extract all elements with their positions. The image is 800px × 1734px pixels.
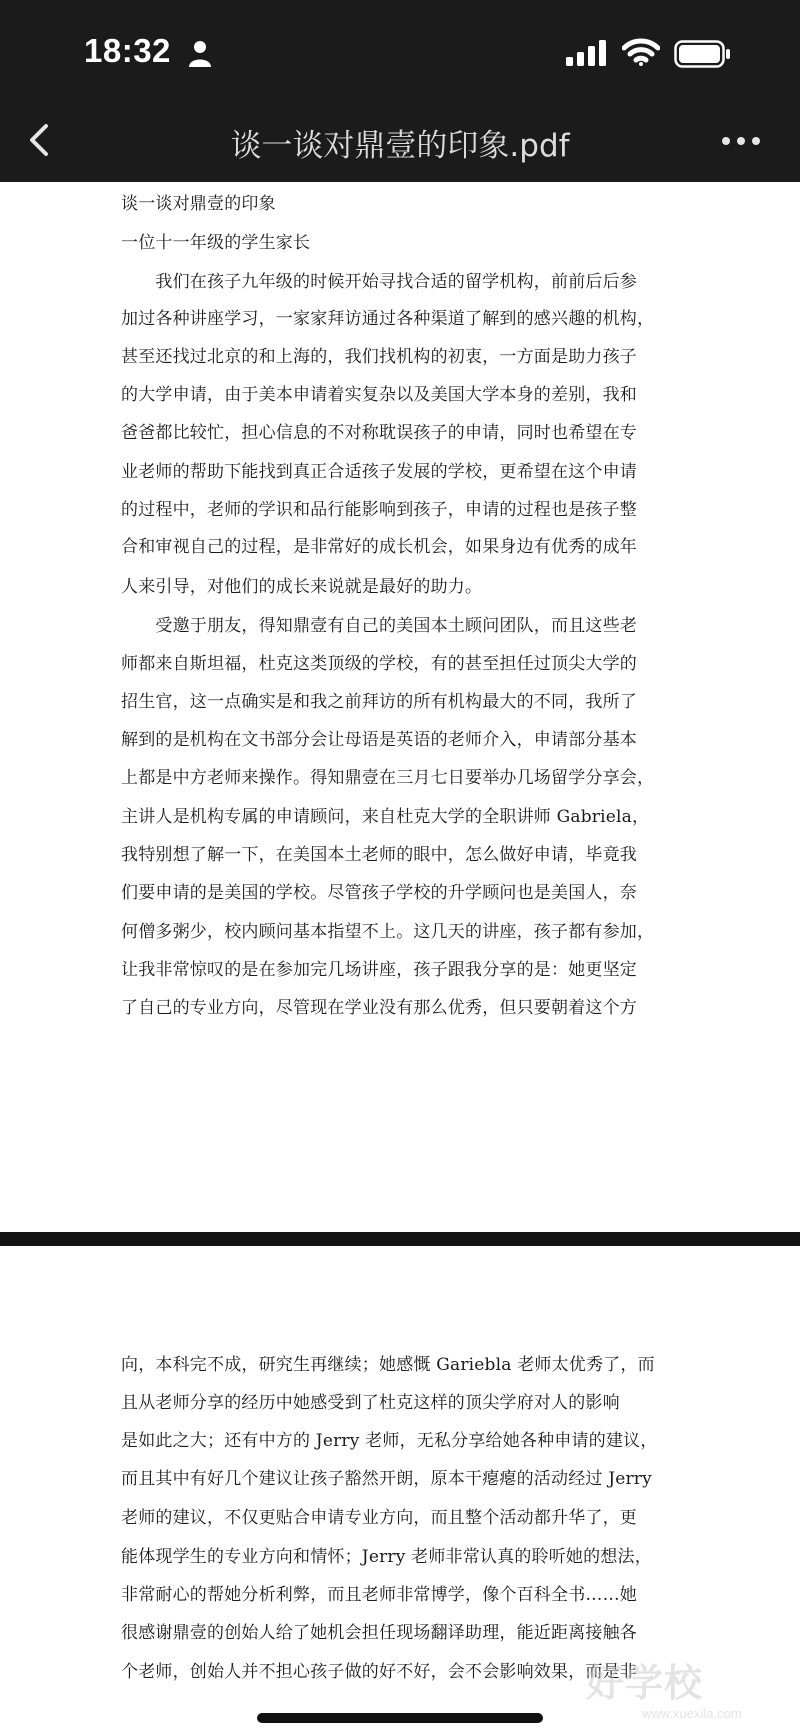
text-line: 而且其中有好几个建议让孩子豁然开朗，原本干瘪瘪的活动经过 Jerry [121,1469,652,1489]
text-line: 是如此之大；还有中方的 Jerry 老师，无私分享给她各种申请的建议， [121,1431,658,1451]
battery-icon [674,40,732,68]
text-line: 人来引导，对他们的成长来说就是最好的助力。 [121,577,483,597]
back-button[interactable] [20,118,60,162]
text-line: 招生官，这一点确实是和我之前拜访的所有机构最大的不同，我所了 [121,692,637,712]
more-dot-icon [737,137,745,145]
text-line: 我们在孩子九年级的时候开始寻找合适的留学机构，前前后后参 [121,272,637,292]
more-options-button[interactable] [722,126,774,156]
person-icon [188,40,212,68]
page-separator [0,1232,800,1246]
status-bar [0,0,800,100]
status-time: 18:32 [84,32,171,69]
text-line: 很感谢鼎壹的创始人给了她机会担任现场翻译助理，能近距离接触各 [121,1623,637,1643]
text-line: 的过程中，老师的学识和品行能影响到孩子，申请的过程也是孩子整 [121,500,637,520]
more-dot-icon [752,137,760,145]
text-line: 合和审视自己的过程，是非常好的成长机会，如果身边有优秀的成年 [121,537,637,557]
text-line: 且从老师分享的经历中她感受到了杜克这样的顶尖学府对人的影响 [121,1393,620,1413]
home-indicator[interactable] [257,1713,543,1723]
wifi-icon [622,38,660,66]
watermark-logo: 好学校 [586,1661,704,1705]
cellular-signal-icon [566,40,610,66]
nav-bar [0,100,800,182]
text-line: 的大学申请，由于美本申请着实复杂以及美国大学本身的差别，我和 [121,385,637,405]
watermark [586,1652,786,1728]
text-line: 能体现学生的专业方向和情怀；Jerry 老师非常认真的聆听她的想法， [121,1547,652,1567]
document-heading: 谈一谈对鼎壹的印象 [121,194,276,214]
text-line: 甚至还找过北京的和上海的，我们找机构的初衷，一方面是助力孩子 [121,347,637,367]
text-line: 加过各种讲座学习，一家家拜访通过各种渠道了解到的感兴趣的机构， [121,309,655,329]
text-line: 老师的建议，不仅更贴合申请专业方向，而且整个活动都升华了，更 [121,1508,637,1528]
text-line: 们要申请的是美国的学校。尽管孩子学校的升学顾问也是美国人，奈 [121,883,637,903]
more-dot-icon [722,137,730,145]
text-line: 个老师，创始人并不担心孩子做的好不好，会不会影响效果，而是非 [121,1662,637,1682]
document-title: 谈一谈对鼎壹的印象.pdf [230,128,570,164]
watermark-url: www.xuexila.com [642,1706,742,1721]
text-line: 了自己的专业方向，尽管现在学业没有那么优秀，但只要朝着这个方 [121,998,637,1018]
text-line: 让我非常惊叹的是在参加完几场讲座，孩子跟我分享的是：她更坚定 [121,960,637,980]
text-line: 向，本科完不成，研究生再继续；她感慨 Gariebla 老师太优秀了，而 [121,1355,655,1375]
pdf-page-1 [0,182,800,1232]
text-line: 非常耐心的帮她分析利弊，而且老师非常博学，像个百科全书……她 [121,1585,637,1605]
text-line: 我特别想了解一下，在美国本土老师的眼中，怎么做好申请，毕竟我 [121,845,637,865]
text-line: 上都是中方老师来操作。得知鼎壹在三月七日要举办几场留学分享会， [121,768,655,788]
text-line: 业老师的帮助下能找到真正合适孩子发展的学校，更希望在这个申请 [121,462,637,482]
text-line: 受邀于朋友，得知鼎壹有自己的美国本土顾问团队，而且这些老 [121,616,637,636]
text-line: 爸爸都比较忙，担心信息的不对称耽误孩子的申请，同时也希望在专 [121,423,637,443]
text-line: 何僧多粥少，校内顾问基本指望不上。这几天的讲座，孩子都有参加， [121,922,655,942]
text-line: 师都来自斯坦福，杜克这类顶级的学校，有的甚至担任过顶尖大学的 [121,654,637,674]
document-author: 一位十一年级的学生家长 [121,233,311,253]
text-line: 主讲人是机构专属的申请顾问，来自杜克大学的全职讲师 Gabriela， [121,807,650,827]
text-line: 解到的是机构在文书部分会让母语是英语的老师介入，申请部分基本 [121,730,637,750]
